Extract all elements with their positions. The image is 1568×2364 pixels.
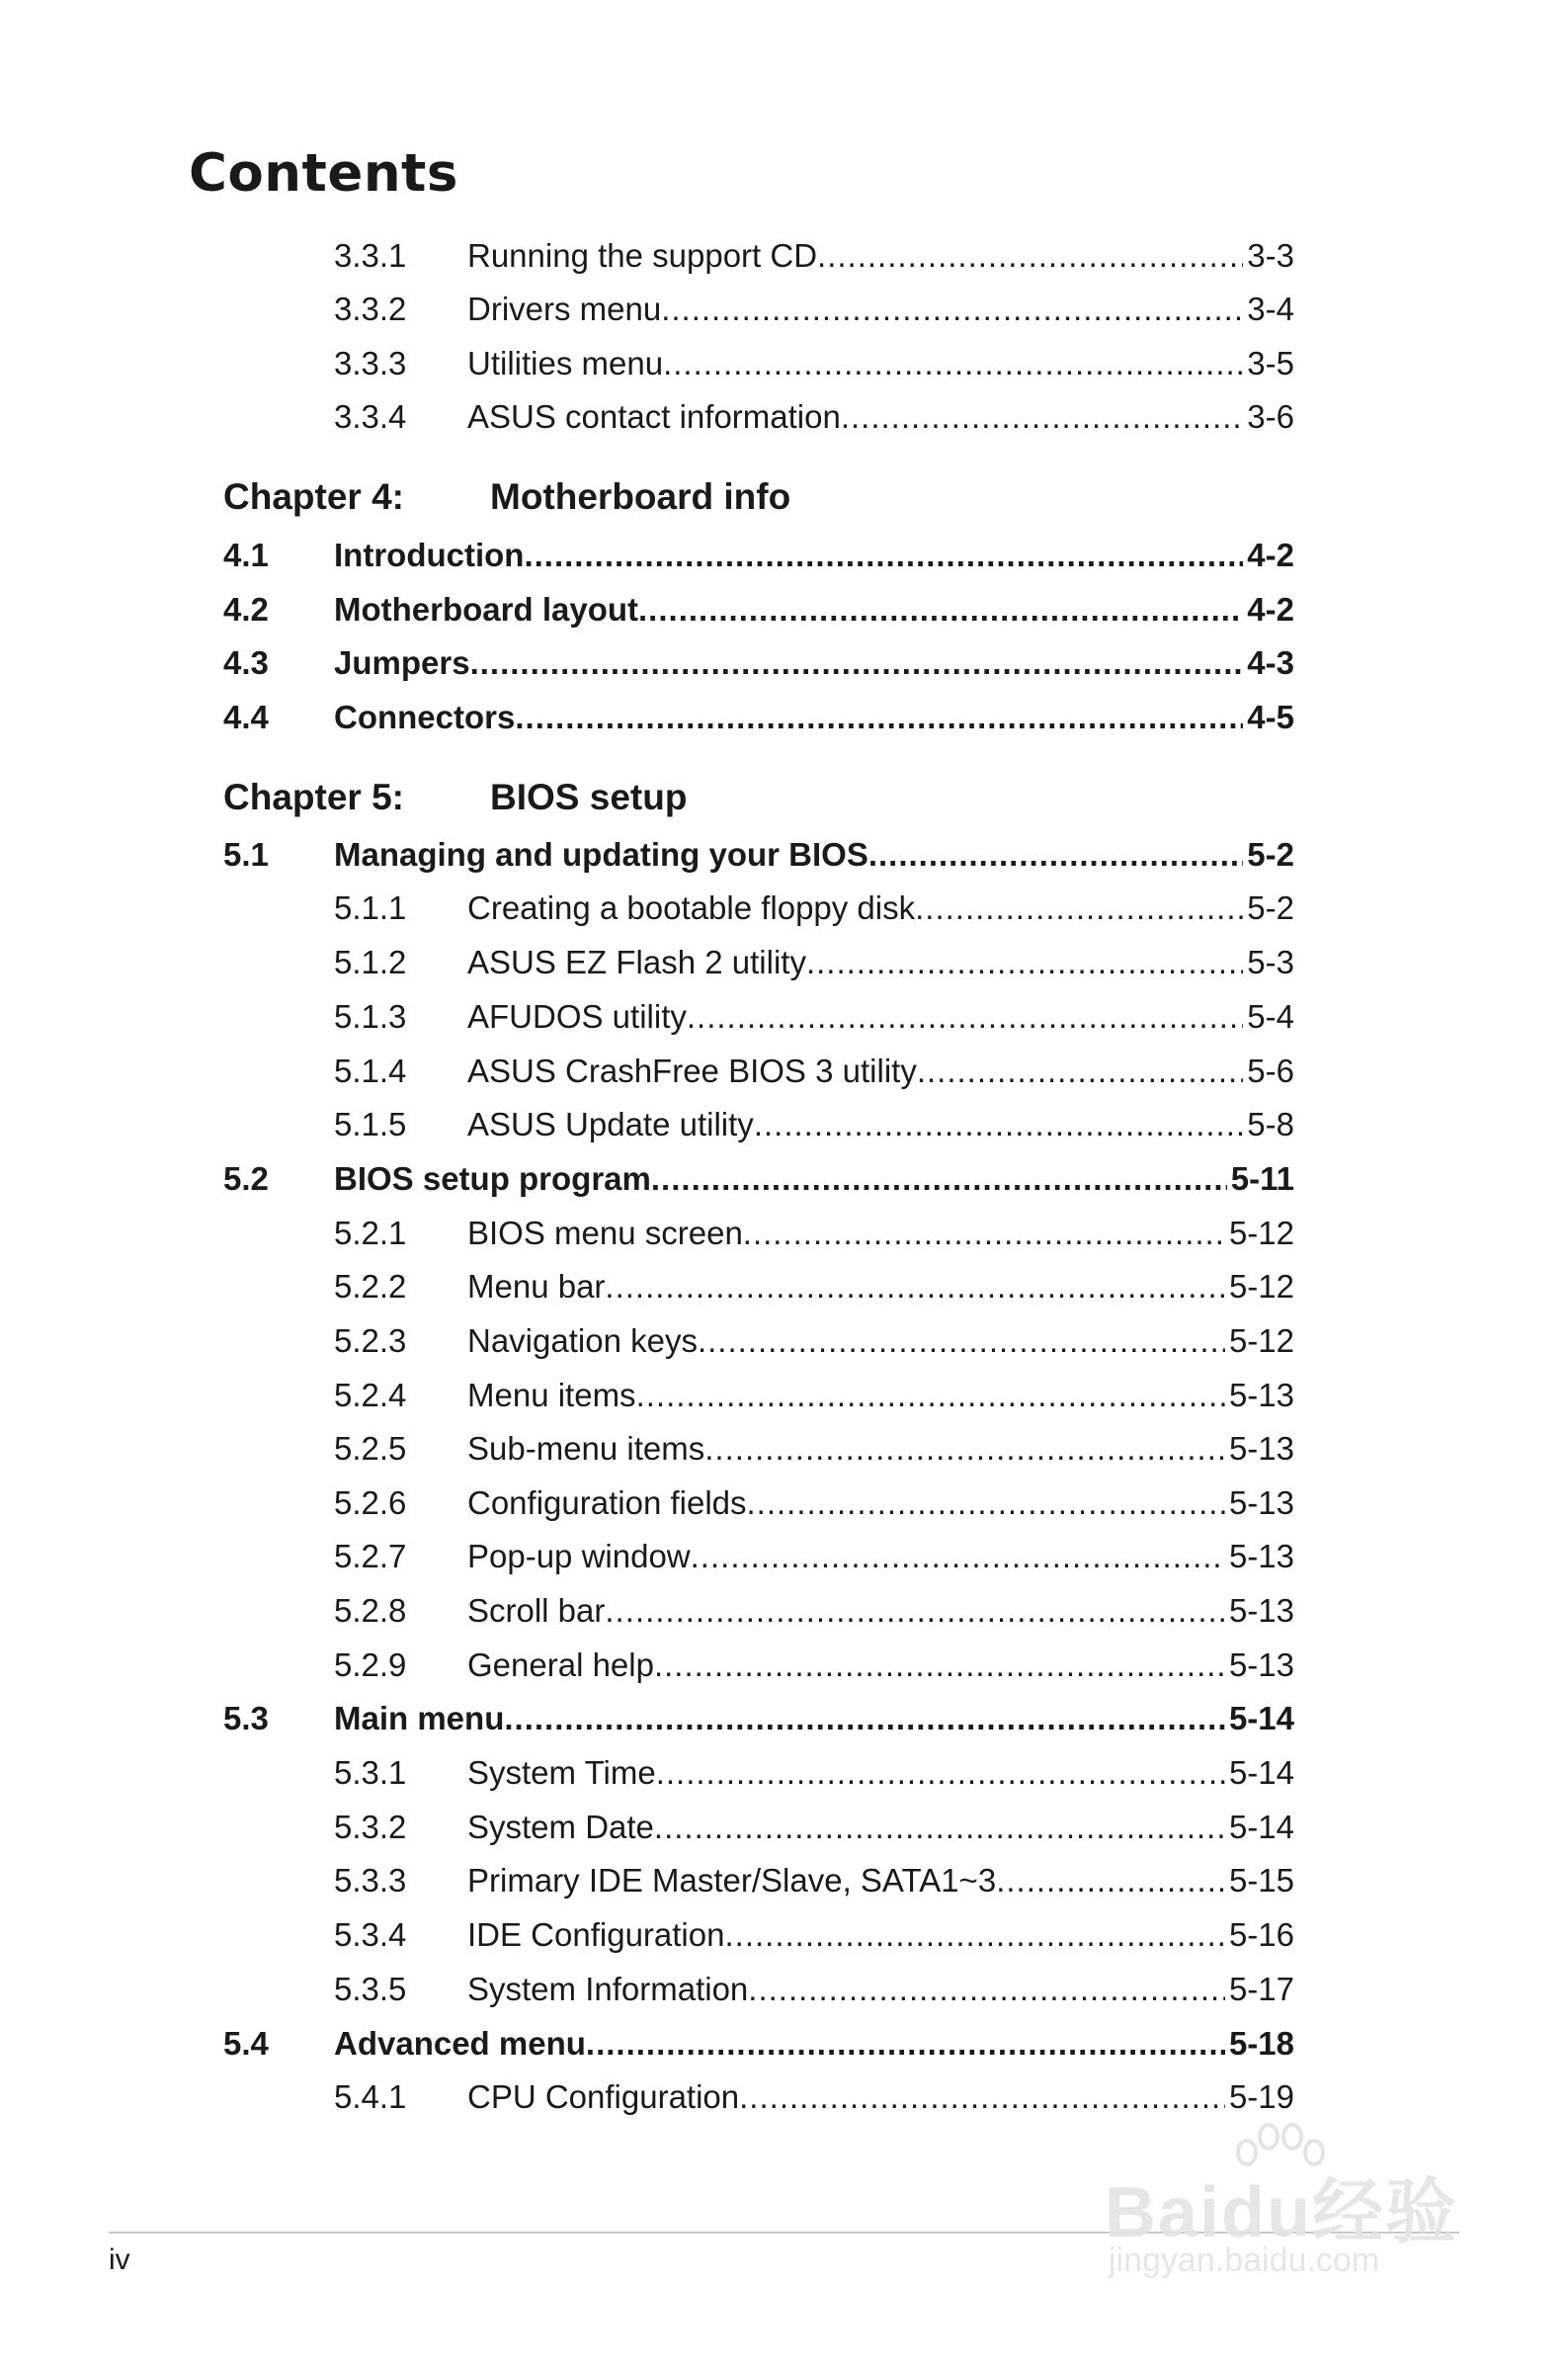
dot-leader: [806, 941, 1243, 984]
page-title: Contents: [189, 143, 458, 204]
entry-page: 5-6: [1243, 1050, 1294, 1093]
entry-number: 5.2.7: [334, 1538, 407, 1574]
entry-title: Menu items: [467, 1374, 636, 1417]
entry-page: 3-5: [1243, 342, 1294, 385]
entry-number: 5.4: [223, 2025, 269, 2062]
watermark-url: jingyan.baidu.com: [1109, 2241, 1380, 2279]
toc-subsection-entry[interactable]: [0, 1265, 1568, 1309]
entry-number: 5.2.3: [334, 1322, 407, 1359]
toc-subsection-entry[interactable]: [0, 1913, 1568, 1957]
entry-page: 5-13: [1225, 1589, 1294, 1633]
entry-title: System Date: [467, 1806, 654, 1849]
entry-title: ASUS CrashFree BIOS 3 utility: [467, 1050, 917, 1093]
dot-leader: [636, 1374, 1225, 1417]
entry-page: 4-2: [1243, 534, 1294, 577]
entry-page: 5-12: [1225, 1319, 1294, 1363]
dot-leader: [747, 1481, 1225, 1525]
watermark-logo: Baidu经验: [1105, 2173, 1459, 2252]
entry-title: ASUS Update utility: [467, 1103, 754, 1146]
entry-number: 5.2.1: [334, 1215, 407, 1251]
toc-subsection-entry[interactable]: [0, 1319, 1568, 1363]
dot-leader: [651, 1157, 1227, 1201]
entry-number: 5.2.8: [334, 1592, 407, 1629]
dot-leader: [724, 1913, 1224, 1957]
toc-section-entry[interactable]: [0, 1697, 1568, 1740]
entry-page: 4-3: [1243, 641, 1294, 685]
toc-subsection-entry[interactable]: [0, 1968, 1568, 2011]
dot-leader: [743, 1212, 1225, 1255]
dot-leader: [654, 1806, 1225, 1849]
entry-title: Primary IDE Master/Slave, SATA1~3: [467, 1859, 996, 1902]
entry-page: 5-13: [1225, 1374, 1294, 1417]
entry-page: 5-2: [1243, 833, 1294, 877]
entry-number: 5.3.4: [334, 1916, 407, 1953]
dot-leader: [656, 1751, 1225, 1795]
entry-page: 5-13: [1225, 1481, 1294, 1525]
dot-leader: [748, 1968, 1225, 2011]
entry-title: Introduction: [334, 534, 524, 577]
entry-title: BIOS setup program: [334, 1157, 651, 1201]
toc-subsection-entry[interactable]: [0, 1751, 1568, 1795]
toc-section-entry[interactable]: [0, 588, 1568, 632]
entry-number: 4.3: [223, 644, 269, 681]
toc-section-entry[interactable]: [0, 833, 1568, 877]
chapter-label: Chapter 5:: [223, 777, 404, 817]
entry-page: 5-11: [1227, 1157, 1294, 1201]
toc-subsection-entry[interactable]: [0, 395, 1568, 439]
toc-subsection-entry[interactable]: [0, 1427, 1568, 1471]
dot-leader: [515, 696, 1243, 739]
entry-title: Sub-menu items: [467, 1427, 704, 1471]
chapter-label: Chapter 4:: [223, 476, 404, 517]
dot-leader: [739, 2075, 1225, 2119]
entry-number: 5.4.1: [334, 2078, 407, 2115]
toc-subsection-entry[interactable]: [0, 342, 1568, 385]
entry-page: 5-15: [1225, 1859, 1294, 1902]
entry-number: 5.1.2: [334, 944, 407, 980]
toc-subsection-entry[interactable]: [0, 1050, 1568, 1093]
dot-leader: [704, 1427, 1225, 1471]
entry-number: 5.3.1: [334, 1754, 407, 1791]
dot-leader: [638, 588, 1243, 632]
entry-page: 5-13: [1225, 1535, 1294, 1578]
chapter-title: BIOS setup: [490, 777, 688, 817]
entry-page: 5-2: [1243, 886, 1294, 930]
toc-subsection-entry[interactable]: [0, 1103, 1568, 1146]
entry-number: 3.3.4: [334, 398, 407, 435]
entry-number: 4.2: [223, 591, 269, 628]
dot-leader: [504, 1697, 1225, 1740]
dot-leader: [996, 1859, 1225, 1902]
entry-title: Menu bar: [467, 1265, 605, 1309]
entry-title: Connectors: [334, 696, 515, 739]
entry-page: 5-12: [1225, 1265, 1294, 1309]
entry-page: 3-6: [1243, 395, 1294, 439]
toc-subsection-entry[interactable]: [0, 1481, 1568, 1525]
chapter-title: Motherboard info: [490, 476, 791, 517]
toc-section-entry[interactable]: [0, 1157, 1568, 1201]
dot-leader: [691, 1535, 1225, 1578]
dot-leader: [698, 1319, 1225, 1363]
toc-subsection-entry[interactable]: [0, 1589, 1568, 1633]
entry-page: 3-3: [1243, 234, 1294, 278]
entry-page: 5-18: [1225, 2022, 1294, 2066]
entry-number: 5.3: [223, 1700, 269, 1736]
entry-page: 5-14: [1225, 1697, 1294, 1740]
toc-section-entry[interactable]: [0, 641, 1568, 685]
dot-leader: [654, 1644, 1225, 1687]
toc-subsection-entry[interactable]: [0, 2075, 1568, 2119]
entry-title: Configuration fields: [467, 1481, 747, 1525]
entry-title: AFUDOS utility: [467, 995, 687, 1039]
toc-subsection-entry[interactable]: [0, 1644, 1568, 1687]
toc-subsection-entry[interactable]: [0, 886, 1568, 930]
entry-number: 3.3.3: [334, 345, 407, 381]
entry-title: System Information: [467, 1968, 748, 2011]
entry-page: 5-4: [1243, 995, 1294, 1039]
entry-page: 5-19: [1225, 2075, 1294, 2119]
entry-number: 5.3.3: [334, 1862, 407, 1899]
entry-title: Motherboard layout: [334, 588, 638, 632]
entry-title: Navigation keys: [467, 1319, 698, 1363]
dot-leader: [917, 1050, 1243, 1093]
entry-page: 4-2: [1243, 588, 1294, 632]
entry-page: 5-14: [1225, 1806, 1294, 1849]
entry-number: 5.3.2: [334, 1809, 407, 1845]
entry-number: 5.1.3: [334, 998, 407, 1035]
entry-title: BIOS menu screen: [467, 1212, 743, 1255]
entry-title: Running the support CD: [467, 234, 817, 278]
entry-number: 3.3.1: [334, 237, 407, 274]
entry-title: ASUS contact information: [467, 395, 841, 439]
entry-title: Managing and updating your BIOS: [334, 833, 868, 877]
entry-number: 5.1.4: [334, 1053, 407, 1089]
entry-number: 5.2.6: [334, 1484, 407, 1521]
entry-title: CPU Configuration: [467, 2075, 739, 2119]
dot-leader: [524, 534, 1243, 577]
toc-subsection-entry[interactable]: [0, 1212, 1568, 1255]
entry-page: 5-3: [1243, 941, 1294, 984]
entry-title: System Time: [467, 1751, 656, 1795]
toc-section-entry[interactable]: [0, 534, 1568, 577]
toc-subsection-entry[interactable]: [0, 1535, 1568, 1578]
dot-leader: [605, 1589, 1225, 1633]
entry-title: Drivers menu: [467, 288, 661, 331]
entry-title: ASUS EZ Flash 2 utility: [467, 941, 806, 984]
dot-leader: [470, 641, 1244, 685]
entry-page: 5-13: [1225, 1644, 1294, 1687]
entry-title: General help: [467, 1644, 654, 1687]
entry-number: 5.1.1: [334, 889, 407, 926]
entry-title: Pop-up window: [467, 1535, 691, 1578]
dot-leader: [687, 995, 1243, 1039]
entry-page: 3-4: [1243, 288, 1294, 331]
toc-subsection-entry[interactable]: [0, 1806, 1568, 1849]
entry-title: Creating a bootable floppy disk: [467, 886, 915, 930]
dot-leader: [663, 342, 1243, 385]
entry-page: 5-16: [1225, 1913, 1294, 1957]
toc-subsection-entry[interactable]: [0, 234, 1568, 278]
toc-subsection-entry[interactable]: [0, 1859, 1568, 1902]
dot-leader: [605, 1265, 1225, 1309]
toc-subsection-entry[interactable]: [0, 995, 1568, 1039]
entry-number: 4.4: [223, 699, 269, 735]
baidu-watermark: [1095, 2125, 1470, 2303]
entry-title: Main menu: [334, 1697, 504, 1740]
entry-title: Advanced menu: [334, 2022, 586, 2066]
entry-number: 5.2: [223, 1160, 269, 1197]
dot-leader: [868, 833, 1243, 877]
entry-number: 5.2.5: [334, 1430, 407, 1467]
dot-leader: [817, 234, 1243, 278]
toc-section-entry[interactable]: [0, 696, 1568, 739]
entry-page: 5-8: [1243, 1103, 1294, 1146]
entry-page: 5-13: [1225, 1427, 1294, 1471]
toc-subsection-entry[interactable]: [0, 288, 1568, 331]
entry-number: 5.2.4: [334, 1377, 407, 1413]
entry-title: Utilities menu: [467, 342, 663, 385]
entry-title: Scroll bar: [467, 1589, 605, 1633]
dot-leader: [754, 1103, 1243, 1146]
toc-section-entry[interactable]: [0, 2022, 1568, 2066]
toc-subsection-entry[interactable]: [0, 1374, 1568, 1417]
entry-title: IDE Configuration: [467, 1913, 724, 1957]
footer-page-number: iv: [109, 2243, 130, 2276]
entry-number: 5.2.9: [334, 1646, 407, 1683]
entry-number: 3.3.2: [334, 291, 407, 327]
dot-leader: [661, 288, 1243, 331]
entry-page: 4-5: [1243, 696, 1294, 739]
entry-page: 5-14: [1225, 1751, 1294, 1795]
entry-page: 5-17: [1225, 1968, 1294, 2011]
dot-leader: [841, 395, 1243, 439]
toc-subsection-entry[interactable]: [0, 941, 1568, 984]
entry-number: 5.2.2: [334, 1268, 407, 1305]
entry-title: Jumpers: [334, 641, 470, 685]
dot-leader: [586, 2022, 1225, 2066]
dot-leader: [915, 886, 1243, 930]
entry-number: 5.1.5: [334, 1106, 407, 1142]
entry-page: 5-12: [1225, 1212, 1294, 1255]
entry-number: 5.1: [223, 836, 269, 873]
entry-number: 4.1: [223, 537, 269, 573]
entry-number: 5.3.5: [334, 1971, 407, 2007]
